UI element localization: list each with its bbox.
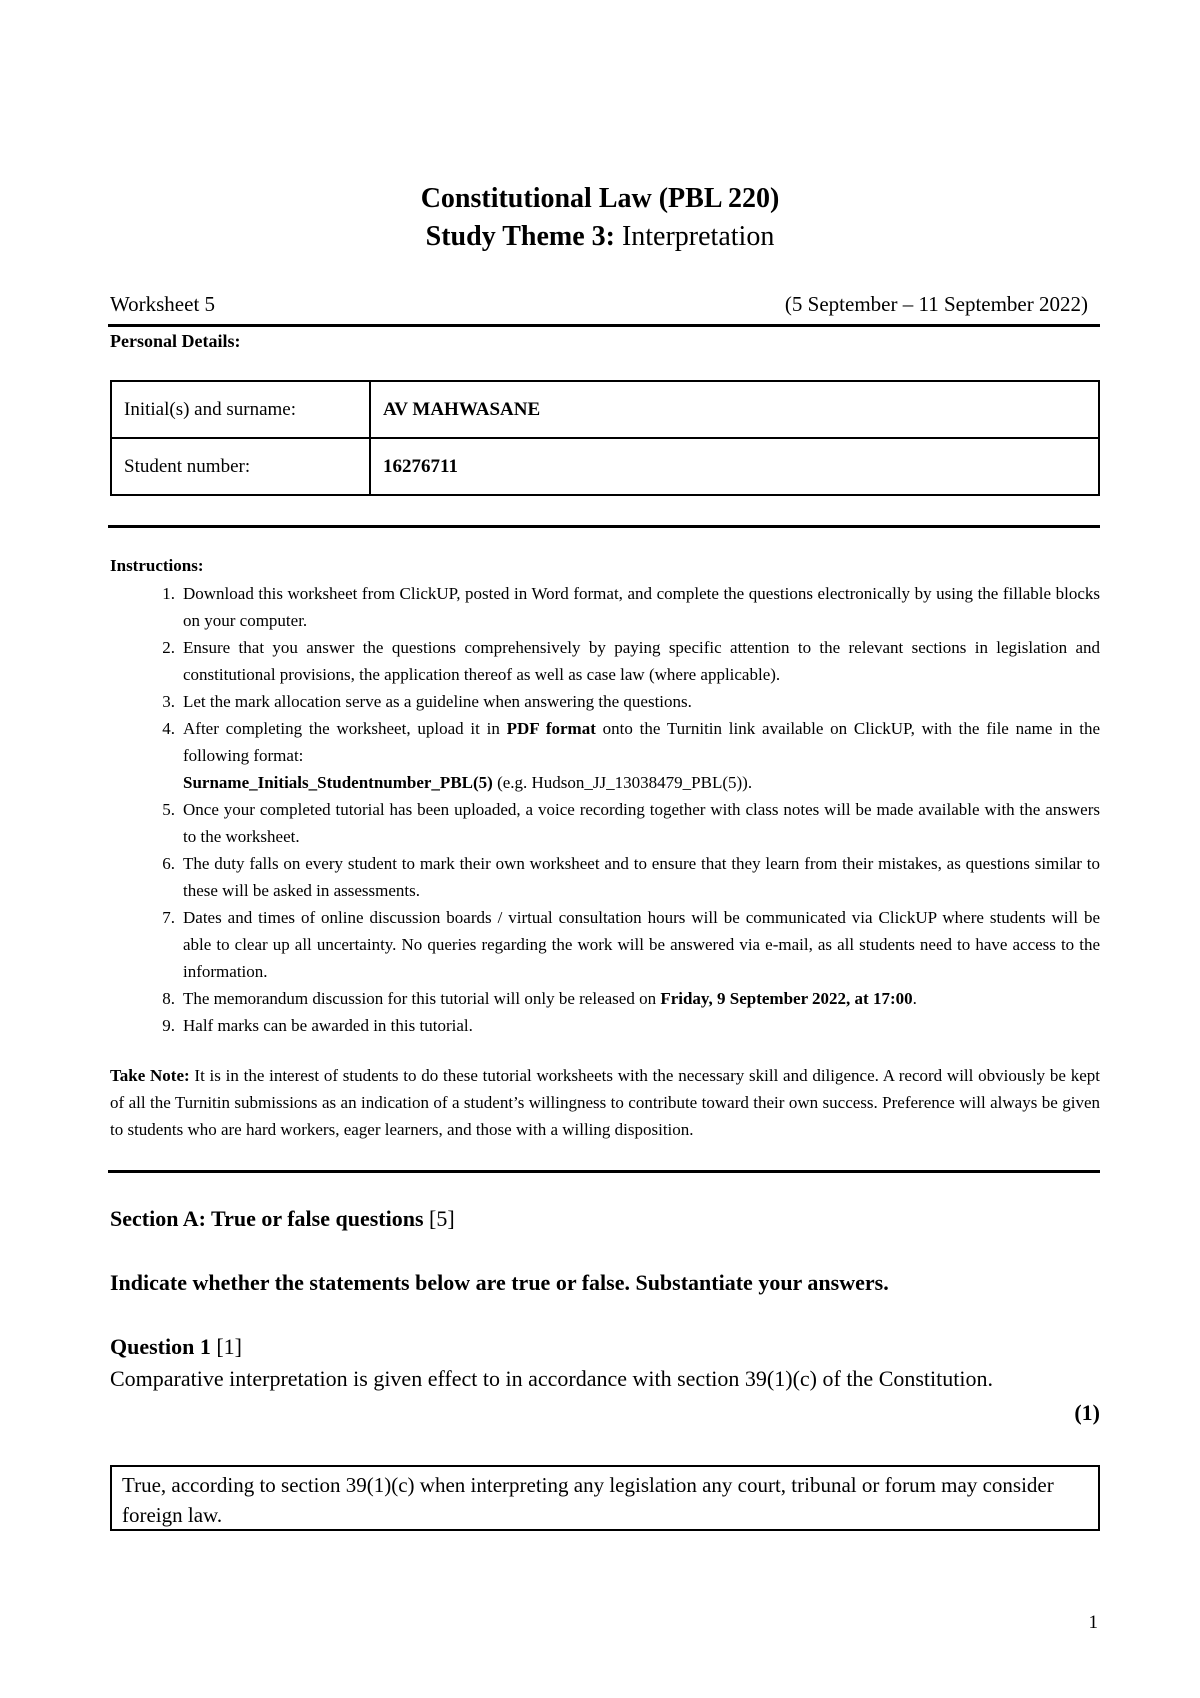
item-text: After completing the worksheet, upload it in xyxy=(183,719,507,738)
list-item xyxy=(162,985,1100,1012)
student-number-label: Student number: xyxy=(111,438,370,495)
item-number: 9. xyxy=(162,1016,175,1035)
list-item xyxy=(162,688,1100,715)
study-theme-name: Interpretation xyxy=(614,221,775,252)
take-note-label: Take Note: xyxy=(110,1066,190,1085)
list-item xyxy=(162,850,1100,904)
divider xyxy=(108,525,1100,528)
item-text: The duty falls on every student to mark their own worksheet and to ensure that they learn from their mistakes, as questions similar to these will be asked in assessments. xyxy=(183,854,1100,900)
document-title: Constitutional Law (PBL 220) xyxy=(420,183,780,214)
item-text: Let the mark allocation serve as a guideline when answering the questions. xyxy=(183,692,692,711)
item-text: Ensure that you answer the questions comprehensively by paying specific attention to the relevant sections in legislation and constitutional provisions, the application thereof as well as case law (where applicable). xyxy=(183,638,1100,684)
question-1-mark: (1) xyxy=(1074,1400,1100,1425)
item-text: Once your completed tutorial has been uploaded, a voice recording together with class notes will be made available with the answers to the worksheet. xyxy=(183,800,1100,846)
worksheet-dates: (5 September – 11 September 2022) xyxy=(784,292,1088,316)
divider xyxy=(108,324,1100,327)
section-a-instruction: Indicate whether the statements below are true or false. Substantiate your answers. xyxy=(110,1270,889,1295)
take-note xyxy=(110,1062,1100,1143)
list-item xyxy=(162,580,1100,634)
instructions-heading: Instructions: xyxy=(110,556,204,575)
item-bold: Friday, 9 September 2022, at 17:00 xyxy=(660,989,913,1008)
question-1-title: Question 1 xyxy=(110,1334,211,1359)
item-number: 5. xyxy=(162,800,175,819)
personal-details-table xyxy=(110,380,1100,496)
question-1-text: Comparative interpretation is given effect to in accordance with section 39(1)(c) of the Constitution. xyxy=(110,1366,993,1391)
question-1-answer-field[interactable]: True, according to section 39(1)(c) when interpreting any legislation any court, tribunal or forum may consider foreign law. xyxy=(110,1465,1100,1531)
item-number: 8. xyxy=(162,989,175,1008)
list-item xyxy=(162,904,1100,985)
item-text: Half marks can be awarded in this tutorial. xyxy=(183,1016,473,1035)
item-number: 2. xyxy=(162,638,175,657)
take-note-text: It is in the interest of students to do these tutorial worksheets with the necessary skill and diligence. A record will obviously be kept of all the Turnitin submissions as an indication of a student’s willingness to contribute toward their own success. Preference will always be given to students who are hard workers, eager learners, and those with a willing disposition. xyxy=(110,1066,1100,1139)
list-item xyxy=(162,796,1100,850)
item-bold: PDF format xyxy=(506,719,596,738)
study-theme-label: Study Theme 3: xyxy=(425,221,615,252)
section-a-heading xyxy=(110,1206,455,1232)
item-number: 7. xyxy=(162,908,175,927)
item-text: . xyxy=(912,989,917,1008)
question-1-marks: [1] xyxy=(210,1334,243,1359)
name-label: Initial(s) and surname: xyxy=(111,381,370,438)
list-item xyxy=(162,634,1100,688)
item-text: Download this worksheet from ClickUP, posted in Word format, and complete the questions electronically by using the fillable blocks on your computer. xyxy=(183,584,1100,630)
table-row xyxy=(111,381,1099,438)
question-1-heading xyxy=(110,1334,242,1360)
worksheet-name: Worksheet 5 xyxy=(110,292,216,316)
table-row xyxy=(111,438,1099,495)
item-text: onto the Turnitin link available on ClickUP, with the file name in the following format: xyxy=(183,719,1100,765)
list-item xyxy=(162,1012,1100,1039)
section-a-marks: [5] xyxy=(423,1206,455,1231)
item-number: 1. xyxy=(162,584,175,603)
personal-details-heading: Personal Details: xyxy=(110,331,241,351)
divider xyxy=(108,1170,1100,1173)
list-item xyxy=(162,715,1100,796)
instructions-list xyxy=(110,580,1100,1039)
item-text: The memorandum discussion for this tutorial will only be released on xyxy=(183,989,661,1008)
item-number: 4. xyxy=(162,719,175,738)
student-number-field[interactable]: 16276711 xyxy=(370,438,1099,495)
item-number: 3. xyxy=(162,692,175,711)
page-number: 1 xyxy=(1088,1612,1098,1633)
filename-format: Surname_Initials_Studentnumber_PBL(5) xyxy=(183,773,493,792)
filename-example: (e.g. Hudson_JJ_13038479_PBL(5)). xyxy=(492,773,753,792)
section-a-title: Section A: True or false questions xyxy=(110,1206,424,1231)
item-number: 6. xyxy=(162,854,175,873)
study-theme xyxy=(0,221,1200,253)
name-field[interactable]: AV MAHWASANE xyxy=(370,381,1099,438)
item-text: Dates and times of online discussion boards / virtual consultation hours will be communicated via ClickUP where students will be able to clear up all uncertainty. No queries regarding the work will be answered via e-mail, as all students need to have access to the information. xyxy=(183,908,1100,981)
